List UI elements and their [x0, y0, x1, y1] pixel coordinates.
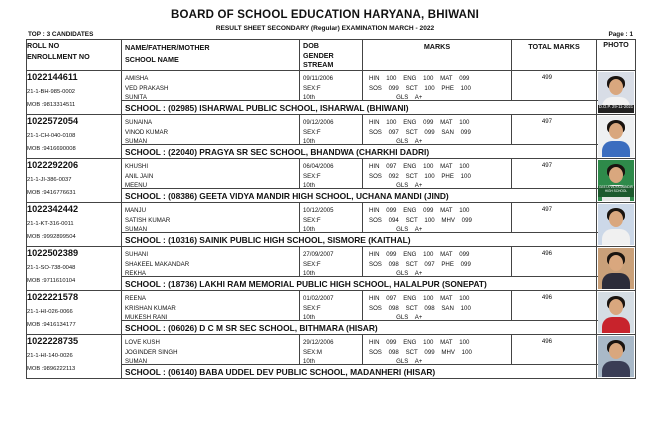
marks-line-1: HIN 097 ENG 100 MAT 100: [369, 163, 470, 170]
photo-cell: [597, 291, 636, 335]
result-table: [26, 39, 636, 379]
photo-cell: [597, 247, 636, 291]
father-name: KRISHAN KUMAR: [125, 304, 176, 312]
stream: 10th: [303, 226, 315, 234]
student-names: [125, 338, 295, 367]
roll-cell: [27, 115, 122, 159]
marks-line-2: SOS 098 SCT 097 PHE 099: [369, 260, 471, 268]
gender: SEX:F: [303, 216, 321, 224]
student-row: [27, 291, 636, 335]
marks-block: [369, 162, 509, 191]
details-column-header: [122, 40, 597, 71]
student-row: [27, 115, 636, 159]
dob-block: [303, 294, 363, 323]
student-photo: [598, 336, 634, 377]
date-of-birth: 09/11/2006: [303, 75, 334, 82]
student-row: [27, 159, 636, 203]
roll-number: 1022144611: [27, 72, 78, 82]
enrollment-header-label: ENROLLMENT NO: [27, 52, 90, 61]
date-of-birth: 10/12/2005: [303, 207, 334, 214]
total-marks-header-label: TOTAL MARKS: [528, 42, 580, 51]
details-cell: [122, 203, 597, 247]
top-candidates-label: TOP : 3 CANDIDATES: [28, 31, 94, 38]
father-name: VINOD KUMAR: [125, 128, 168, 136]
total-marks: 497: [541, 118, 553, 125]
marks-line-3: GLS A+: [369, 138, 423, 146]
marks-line-1: HIN 099 ENG 100 MAT 099: [369, 251, 470, 258]
marks-line-3: GLS A+: [369, 226, 423, 234]
dob-block: [303, 338, 363, 367]
student-row: [27, 203, 636, 247]
details-cell: [122, 115, 597, 159]
details-cell: [122, 71, 597, 115]
date-of-birth: 06/04/2006: [303, 163, 334, 170]
marks-block: [369, 338, 509, 367]
gender: SEX:F: [303, 260, 321, 268]
page-number: Page : 1: [608, 31, 633, 38]
mobile-number: MOB :9416776631: [27, 190, 76, 196]
dob-block: [303, 162, 363, 191]
roll-cell: [27, 291, 122, 335]
marks-header-label: MARKS: [423, 42, 451, 51]
marks-block: [369, 74, 509, 103]
stream: 10th: [303, 182, 315, 190]
student-photo: [598, 160, 634, 201]
enrollment-number: 21-1-HI-026-0066: [27, 309, 73, 315]
roll-cell: [27, 203, 122, 247]
stream: 10th: [303, 94, 315, 102]
gender: SEX:F: [303, 172, 321, 180]
mother-name: SUMAN: [125, 226, 148, 234]
details-cell: [122, 335, 597, 379]
school-name: SCHOOL : (06140) BABA UDDEL DEV PUBLIC SCHOOL, MADANHERI (HISAR): [122, 364, 600, 379]
father-name: SATISH KUMAR: [125, 216, 171, 224]
marks-line-2: SOS 092 SCT 100 PHE 100: [369, 172, 471, 180]
photo-caption: D.O.P. 29-11-2021: [598, 105, 634, 113]
enrollment-number: 21-1-BH-985-0002: [27, 89, 76, 95]
student-photo: [598, 204, 634, 245]
marks-line-3: GLS A+: [369, 358, 423, 366]
total-marks: 496: [541, 338, 553, 345]
date-of-birth: 27/09/2007: [303, 251, 334, 258]
roll-cell: [27, 247, 122, 291]
father-name: SHAKEEL MAKANDAR: [125, 260, 190, 268]
school-name: SCHOOL : (22040) PRAGYA SR SEC SCHOOL, BHANDWA (CHARKHI DADRI): [122, 144, 600, 159]
photo-cell: [597, 115, 636, 159]
marks-block: [369, 294, 509, 323]
enrollment-number: 21-1-SO-738-0048: [27, 265, 76, 271]
school-name: SCHOOL : (18736) LAKHI RAM MEMORIAL PUBLIC HIGH SCHOOL, HALALPUR (SONEPAT): [122, 276, 600, 291]
total-marks: 496: [541, 250, 553, 257]
details-cell: [122, 247, 597, 291]
gender: SEX:F: [303, 84, 321, 92]
mother-name: MEENU: [125, 182, 148, 190]
date-of-birth: 09/12/2006: [303, 119, 334, 126]
mobile-number: MOB :9992899504: [27, 234, 76, 240]
marks-line-2: SOS 094 SCT 100 MHV 099: [369, 216, 472, 224]
name-header-label: NAME/FATHER/MOTHER: [125, 43, 210, 52]
enrollment-number: 21-1-HI-140-0026: [27, 353, 73, 359]
gender: SEX:M: [303, 348, 322, 356]
marks-line-3: GLS A+: [369, 94, 423, 102]
mother-name: MUKESH RANI: [125, 314, 168, 322]
stream: 10th: [303, 358, 315, 366]
school-name: SCHOOL : (08386) GEETA VIDYA MANDIR HIGH SCHOOL, UCHANA MANDI (JIND): [122, 188, 600, 203]
marks-line-3: GLS A+: [369, 270, 423, 278]
roll-number: 1022572054: [27, 116, 79, 126]
father-name: JOGINDER SINGH: [125, 348, 178, 356]
marks-line-1: HIN 099 ENG 100 MAT 100: [369, 339, 470, 346]
gender: SEX:F: [303, 304, 321, 312]
dob-block: [303, 250, 363, 279]
student-row: [27, 335, 636, 379]
enrollment-number: 21-1-CH-040-0108: [27, 133, 76, 139]
roll-number: 1022342442: [27, 204, 79, 214]
stream: 10th: [303, 270, 315, 278]
roll-number: 1022221578: [27, 292, 79, 302]
photo-caption: GEETA VIDYA MANDIR HIGH SCHOOL: [598, 186, 634, 197]
marks-line-1: HIN 100 ENG 099 MAT 100: [369, 119, 470, 126]
roll-cell: [27, 335, 122, 379]
marks-line-2: SOS 098 SCT 098 SAN 100: [369, 304, 471, 312]
student-names: [125, 162, 295, 191]
result-sheet-subtitle: RESULT SHEET SECONDARY (Regular) EXAMINATION MARCH - 2022: [215, 25, 435, 32]
photo-cell: [597, 159, 636, 203]
roll-header-label: ROLL NO: [27, 41, 60, 50]
mother-name: SUMAN: [125, 138, 148, 146]
student-name: SUNAINA: [125, 119, 153, 126]
school-name: SCHOOL : (06026) D C M SR SEC SCHOOL, BITHMARA (HISAR): [122, 320, 600, 335]
photo-cell: [597, 71, 636, 115]
roll-number: 1022292206: [27, 160, 79, 170]
mobile-number: MOB :9416134177: [27, 322, 76, 328]
marks-line-3: GLS A+: [369, 314, 423, 322]
student-name: REENA: [125, 295, 146, 302]
student-names: [125, 74, 295, 103]
student-photo: [598, 292, 634, 333]
student-name: SUHANI: [125, 251, 149, 258]
student-photo: [598, 116, 634, 157]
gender-header-label: GENDER: [303, 50, 334, 60]
student-photo: [598, 248, 634, 289]
dob-block: [303, 74, 363, 103]
gender: SEX:F: [303, 128, 321, 136]
mobile-number: MOB :9711610104: [27, 278, 76, 284]
roll-number: 1022228735: [27, 336, 79, 346]
marks-line-1: HIN 100 ENG 100 MAT 099: [369, 75, 470, 82]
board-title: BOARD OF SCHOOL EDUCATION HARYANA, BHIWANI: [170, 9, 480, 21]
student-row: [27, 247, 636, 291]
father-name: ANIL JAIN: [125, 172, 154, 180]
details-cell: [122, 291, 597, 335]
mother-name: SUMAN: [125, 358, 148, 366]
roll-cell: [27, 159, 122, 203]
details-cell: [122, 159, 597, 203]
enrollment-number: 21-1-KT-316-0011: [27, 221, 74, 227]
mother-name: SUNITA: [125, 94, 147, 102]
mother-name: REKHA: [125, 270, 146, 278]
date-of-birth: 01/02/2007: [303, 295, 334, 302]
school-header-label: SCHOOL NAME: [125, 55, 179, 64]
marks-block: [369, 118, 509, 147]
marks-block: [369, 206, 509, 235]
photo-column-header: PHOTO: [597, 40, 636, 71]
total-marks: 499: [541, 74, 553, 81]
total-marks: 497: [541, 162, 553, 169]
marks-line-3: GLS A+: [369, 182, 423, 190]
school-name: SCHOOL : (10316) SAINIK PUBLIC HIGH SCHOOL, SISMORE (KAITHAL): [122, 232, 600, 247]
mobile-number: MOB :9896222113: [27, 366, 76, 372]
header-row: [27, 40, 636, 71]
father-name: VED PRAKASH: [125, 84, 169, 92]
student-names: [125, 294, 295, 323]
total-marks: 496: [541, 294, 553, 301]
student-names: [125, 206, 295, 235]
mobile-number: MOB :9416690008: [27, 146, 76, 152]
marks-line-1: HIN 099 ENG 099 MAT 100: [369, 207, 470, 214]
student-name: LOVE KUSH: [125, 339, 160, 346]
dob-block: [303, 206, 363, 235]
marks-line-2: SOS 098 SCT 099 MHV 100: [369, 348, 472, 356]
stream: 10th: [303, 138, 315, 146]
stream: 10th: [303, 314, 315, 322]
dob-header-label: DOB: [303, 41, 319, 50]
marks-line-2: SOS 097 SCT 099 SAN 099: [369, 128, 471, 136]
school-name: SCHOOL : (02985) ISHARWAL PUBLIC SCHOOL, ISHARWAL (BHIWANI): [122, 100, 600, 115]
date-of-birth: 29/12/2006: [303, 339, 334, 346]
total-marks: 497: [541, 206, 553, 213]
student-photo: [598, 72, 634, 113]
student-names: [125, 250, 295, 279]
student-name: MANJU: [125, 207, 146, 214]
marks-line-1: HIN 097 ENG 100 MAT 100: [369, 295, 470, 302]
photo-cell: [597, 203, 636, 247]
roll-column-header: [27, 40, 122, 71]
roll-number: 1022502389: [27, 248, 79, 258]
dob-block: [303, 118, 363, 147]
student-name: KHUSHI: [125, 163, 149, 170]
marks-block: [369, 250, 509, 279]
roll-cell: [27, 71, 122, 115]
student-row: [27, 71, 636, 115]
stream-header-label: STREAM: [303, 60, 334, 69]
photo-cell: [597, 335, 636, 379]
marks-line-2: SOS 099 SCT 100 PHE 100: [369, 84, 471, 92]
student-name: AMISHA: [125, 75, 149, 82]
mobile-number: MOB :9813314511: [27, 102, 76, 108]
student-names: [125, 118, 295, 147]
enrollment-number: 21-1-JI-386-0037: [27, 177, 72, 183]
